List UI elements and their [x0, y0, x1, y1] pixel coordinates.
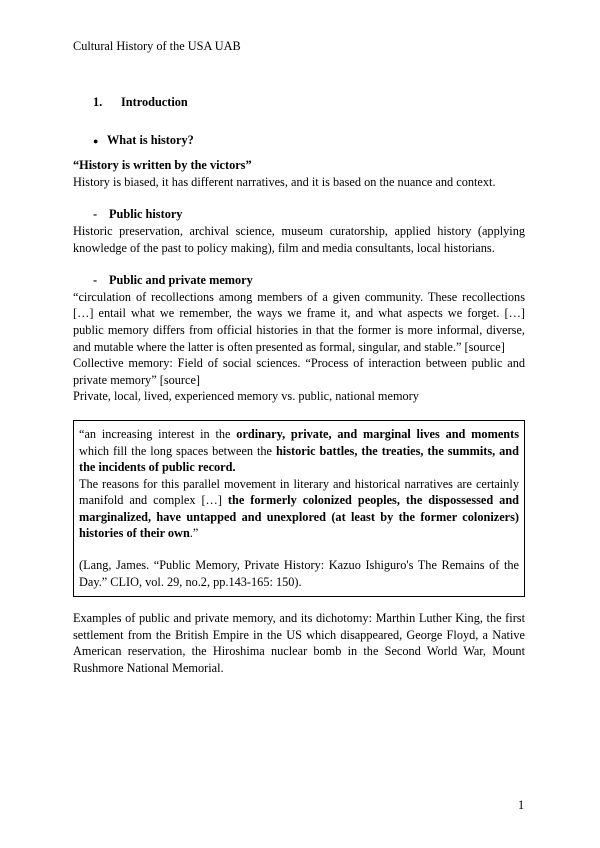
bullet-icon: ●	[93, 135, 99, 146]
quote-text: .”	[189, 526, 199, 541]
bullet-item	[93, 132, 525, 150]
public-history-body: Historic preservation, archival science, museum curatorship, applied history (applying knowledge of the past to policy making), film and media consultants, local historians.	[73, 223, 525, 255]
quote-heading: “History is written by the victors”	[73, 158, 252, 173]
memory-paragraph-2: Collective memory: Field of social sciences. “Process of interaction between public and private memory” [source]	[73, 356, 525, 387]
memory-paragraph-3: Private, local, lived, experienced memory vs. public, national memory	[73, 389, 419, 404]
document-body	[73, 94, 525, 677]
quote-text: “an increasing interest in the	[79, 426, 237, 441]
dash-marker: -	[93, 207, 98, 222]
memory-paragraph-1: “circulation of recollections among members of a given community. These recollections […] entail what we remember, the ways we frame it, and what aspects we forget. […] public memory differs from official histories in that the former is more informal, diverse, and mutable where the latter is often presented as formal, singular, and stable.” [source]	[73, 289, 525, 354]
quote-bold-text: historic battles, the treaties, the summits, and the incidents of public record.	[79, 443, 519, 475]
section-title: Introduction	[121, 95, 188, 109]
page-number: 1	[518, 798, 525, 812]
quote-source: (Lang, James. “Public Memory, Private History: Kazuo Ishiguro's The Remains of the Day.” CLIO, vol. 29, no.2, pp.143-165: 150).	[79, 558, 519, 589]
quote-text: The reasons for this parallel movement in literary and historical narratives are certainly manifold and complex […]	[79, 476, 519, 508]
quote-text: which fill the long spaces between the	[79, 443, 276, 458]
quote-heading-body: History is biased, it has different narratives, and it is based on the nuance and context.	[73, 174, 496, 189]
quote-bold-text: the formerly colonized peoples, the dispossessed and marginalized, have untapped and unexplored (at least by the former colonizers) histories of their own	[79, 493, 519, 541]
quotation-box	[73, 420, 525, 597]
section-heading	[93, 94, 525, 111]
examples-paragraph: Examples of public and private memory, and its dichotomy: Marthin Luther King, the first settlement from the British Empire in the US which disappeared, George Floyd, a Native American reservation, the Hiroshima nuclear bomb in the Second World War, Mount Rushmore National Memorial.	[73, 611, 525, 676]
bullet-text: What is history?	[107, 132, 194, 147]
quote-paragraph-1	[79, 426, 519, 476]
quote-paragraph-2	[79, 476, 519, 542]
quote-bold-text: ordinary, private, and marginal lives and moments	[236, 426, 519, 441]
memory-heading	[93, 272, 525, 289]
memory-title: Public and private memory	[109, 273, 253, 288]
dash-marker: -	[93, 273, 98, 288]
running-header: Cultural History of the USA UAB	[73, 39, 241, 53]
section-number: 1.	[93, 95, 103, 109]
public-history-title: Public history	[109, 207, 183, 222]
public-history-heading	[93, 206, 525, 223]
